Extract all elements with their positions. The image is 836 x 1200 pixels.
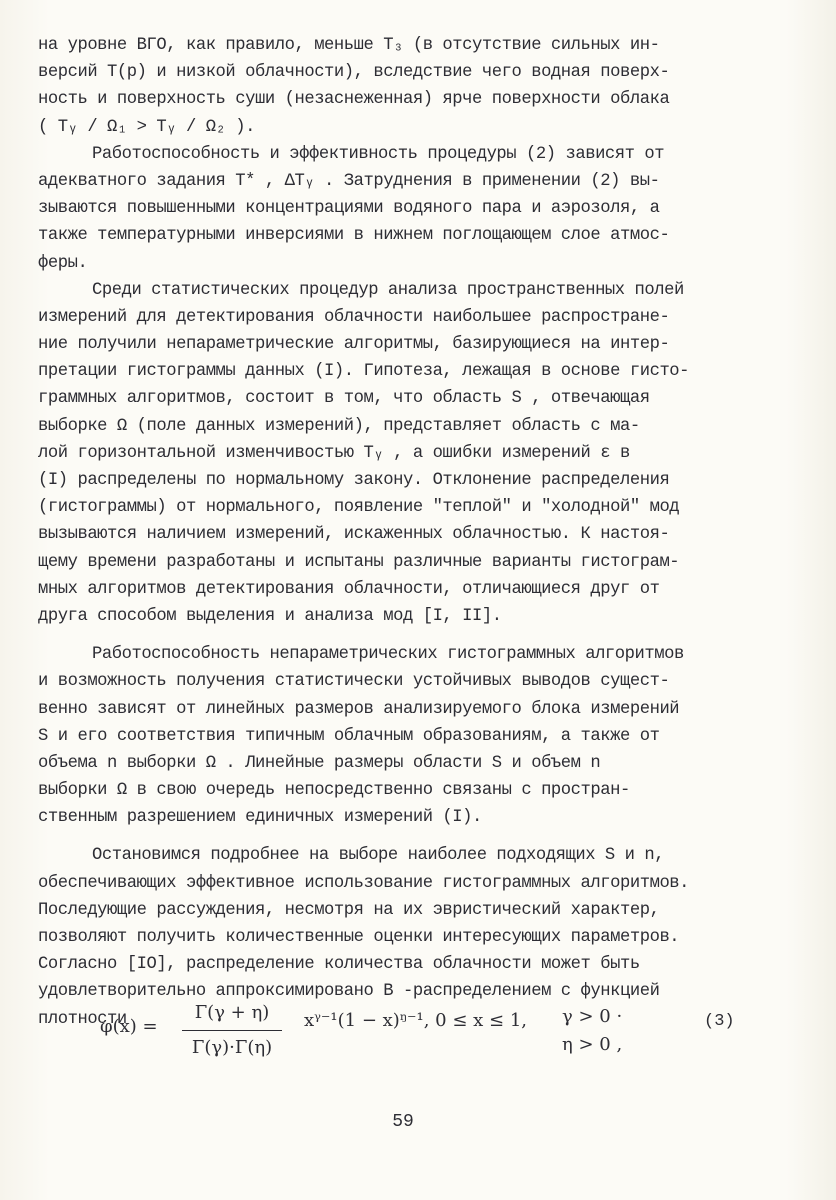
text-line: на уровне ВГО, как правило, меньше T₃ (в отсутствие сильных ин- [38,36,660,55]
text-line: Согласно [IO], распределение количества облачности может быть [38,955,640,975]
text-line: объема n выборки Ω . Линейные размеры области S и объем n [38,753,601,773]
text-line: феры. [38,253,88,273]
text-line: лой горизонтальной изменчивостью Tᵧ , а ошибки измерений ε в [38,443,630,463]
text-line: измерений для детектирования облачности наибольшее распростране- [38,307,670,327]
text-line: Последующие рассуждения, несмотря на их эвристический характер, [38,900,660,920]
text-line: и возможность получения статистически устойчивых выводов сущест- [38,672,670,692]
text-line: претации гистограммы данных (I). Гипотеза, лежащая в основе гисто- [38,362,690,382]
page-number: 59 [392,1112,414,1132]
body-text [38,32,738,1033]
text-line: зываются повышенными концентрациями водяного пара и аэрозоля, а [38,199,660,219]
text-line: позволяют получить количественные оценки интересующих параметров. [38,928,680,947]
paragraph-3 [38,277,738,630]
text-line: S и его соответствия типичным облачным образованиям, а также от [38,726,660,746]
paragraph-2 [38,141,738,277]
formula-fraction [182,1000,282,1061]
text-line: граммных алгоритмов, состоит в том, что область S , отвечающая [38,389,650,409]
text-line: венно зависят от линейных размеров анализируемого блока измерений [38,699,680,719]
formula-lhs: φ(x) = [100,1016,158,1037]
text-line: Среди статистических процедур анализа пространственных полей [92,280,684,300]
text-line: Остановимся подробнее на выборе наиболее подходящих S и n, [92,846,665,866]
text-line: друга способом выделения и анализа мод [I, II]. [38,606,502,626]
formula-3 [100,1000,740,1080]
text-line: (гистограммы) от нормального, появление "теплой" и "холодной" мод [38,498,680,518]
text-line: щему времени разработаны и испытаны различные варианты гистограм- [38,552,680,572]
text-line: ность и поверхность суши (незаснеженная) ярче поверхности облака [38,90,670,110]
formula-denominator: Γ(γ)·Γ(η) [191,1037,273,1058]
text-line: вызываются наличием измерений, искаженных облачностью. К настоя- [38,525,670,545]
text-line: выборке Ω (поле данных измерений), представляет область с ма- [38,416,640,436]
formula-condition-eta: η > 0 , [562,1034,623,1055]
text-line: также температурными инверсиями в нижнем поглощающем слое атмос- [38,226,670,246]
formula-body: xᵞ⁻¹(1 − x)ᵑ⁻¹, 0 ≤ x ≤ 1, [304,1010,527,1031]
text-line: (I) распределены по нормальному закону. Отклонение распределения [38,471,670,490]
text-line: версий T(p) и низкой облачности), вследствие чего водная поверх- [38,63,670,83]
text-line: адекватного задания T* , ΔTᵧ . Затруднения в применении (2) вы- [38,171,660,191]
paragraph-1 [38,32,738,141]
text-line: мных алгоритмов детектирования облачности, отличающиеся друг от [38,579,660,599]
text-line: плотности [38,1009,127,1029]
text-line: обеспечивающих эффективное использование гистограммных алгоритмов. [38,873,690,893]
equation-number: (3) [704,1012,735,1031]
text-line: удовлетворительно аппроксимировано B -распределением с функцией [38,982,660,1002]
paragraph-4 [38,641,738,831]
formula-condition-gamma: γ > 0 · [562,1006,623,1027]
text-line: выборки Ω в свою очередь непосредственно связаны с простран- [38,781,630,801]
formula-numerator: Γ(γ + η) [194,1002,270,1023]
text-line: ственным разрешением единичных измерений (I). [38,808,482,828]
text-line: ( Tᵧ / Ω₁ > Tᵧ / Ω₂ ). [38,117,256,137]
text-line: ние получили непараметрические алгоритмы, базирующиеся на интер- [38,335,670,355]
fraction-bar [182,1030,282,1031]
text-line: Работоспособность и эффективность процедуры (2) зависят от [92,144,665,164]
text-line: Работоспособность непараметрических гистограммных алгоритмов [92,645,684,665]
